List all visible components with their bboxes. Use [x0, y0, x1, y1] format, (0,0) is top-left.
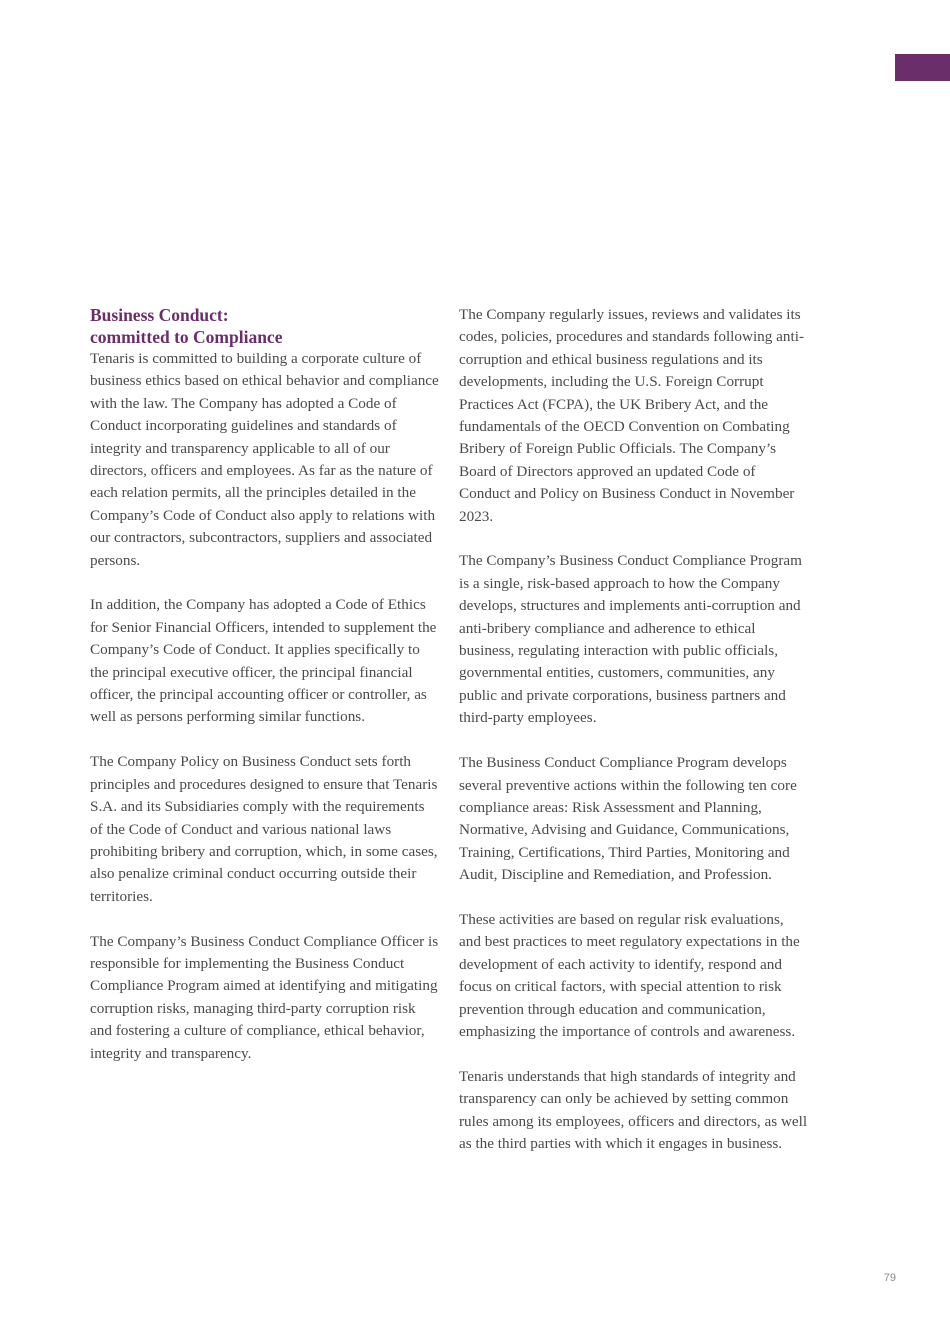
- left-paragraph-1: Tenaris is committed to building a corporate culture of business ethics based on ethical behavior and compliance with the law. The Company has adopted a Code of Conduct incorporating guidelines and standards of integrity and transparency applicable to all of our directors, officers and employees. As far as the nature of each relation permits, all the principles detailed in the Company’s Code of Conduct also apply to relations with our contractors, subcontractors, suppliers and associated persons.: [90, 350, 439, 569]
- section-heading: [90, 304, 440, 348]
- left-paragraph-2: In addition, the Company has adopted a Code of Ethics for Senior Financial Officers, intended to supplement the Company’s Code of Conduct. It applies specifically to the principal executive officer, the principal financial officer, the principal accounting officer or controller, as well as persons performing similar functions.: [90, 596, 437, 726]
- right-paragraph-1: The Company regularly issues, reviews and validates its codes, policies, procedures and standards following anti-corruption and ethical business regulations and its developments, including the U.S. Foreign Corrupt Practices Act (FCPA), the UK Bribery Act, and the fundamentals of the OECD Convention on Combating Bribery of Foreign Public Officials. The Company’s Board of Directors approved an updated Code of Conduct and Policy on Business Conduct in November 2023.: [459, 306, 804, 525]
- left-column: [90, 304, 440, 1065]
- section-tab-marker: [895, 54, 950, 81]
- right-paragraph-2: The Company’s Business Conduct Compliance Program is a single, risk-based approach to how the Company develops, structures and implements anti-corruption and anti-bribery compliance and adherence to ethical business, regulating interaction with public officials, governmental entities, customers, communities, any public and private corporations, business partners and third-party employees.: [459, 552, 802, 727]
- right-paragraph-5: Tenaris understands that high standards of integrity and transparency can only be achieved by setting common rules among its employees, officers and directors, as well as the third parties with which it engages in business.: [459, 1067, 808, 1152]
- page-number: 79: [883, 1272, 896, 1284]
- right-paragraph-3: The Business Conduct Compliance Program develops several preventive actions within the following ten core compliance areas: Risk Assessment and Planning, Normative, Advising and Guidance, Communications, Training, Certifications, Third Parties, Monitoring and Audit, Discipline and Remediation, and Profession.: [459, 754, 797, 884]
- section-heading-line2: committed to Compliance: [90, 327, 283, 347]
- left-paragraph-3: The Company Policy on Business Conduct sets forth principles and procedures designed to ensure that Tenaris S.A. and its Subsidiaries comply with the requirements of the Code of Conduct and various national laws prohibiting bribery and corruption, which, in some cases, also penalize criminal conduct occurring outside their territories.: [90, 753, 438, 905]
- section-heading-line1: Business Conduct:: [90, 305, 229, 325]
- left-paragraph-4: The Company’s Business Conduct Compliance Officer is responsible for implementing the Business Conduct Compliance Program aimed at identifying and mitigating corruption risks, managing third-party corruption risk and fostering a culture of compliance, ethical behavior, integrity and transparency.: [90, 932, 439, 1062]
- right-column: [459, 304, 809, 1155]
- right-paragraph-4: These activities are based on regular risk evaluations, and best practices to meet regulatory expectations in the development of each activity to identify, respond and focus on critical factors, with special attention to risk prevention through education and communication, emphasizing the importance of controls and awareness.: [459, 910, 800, 1040]
